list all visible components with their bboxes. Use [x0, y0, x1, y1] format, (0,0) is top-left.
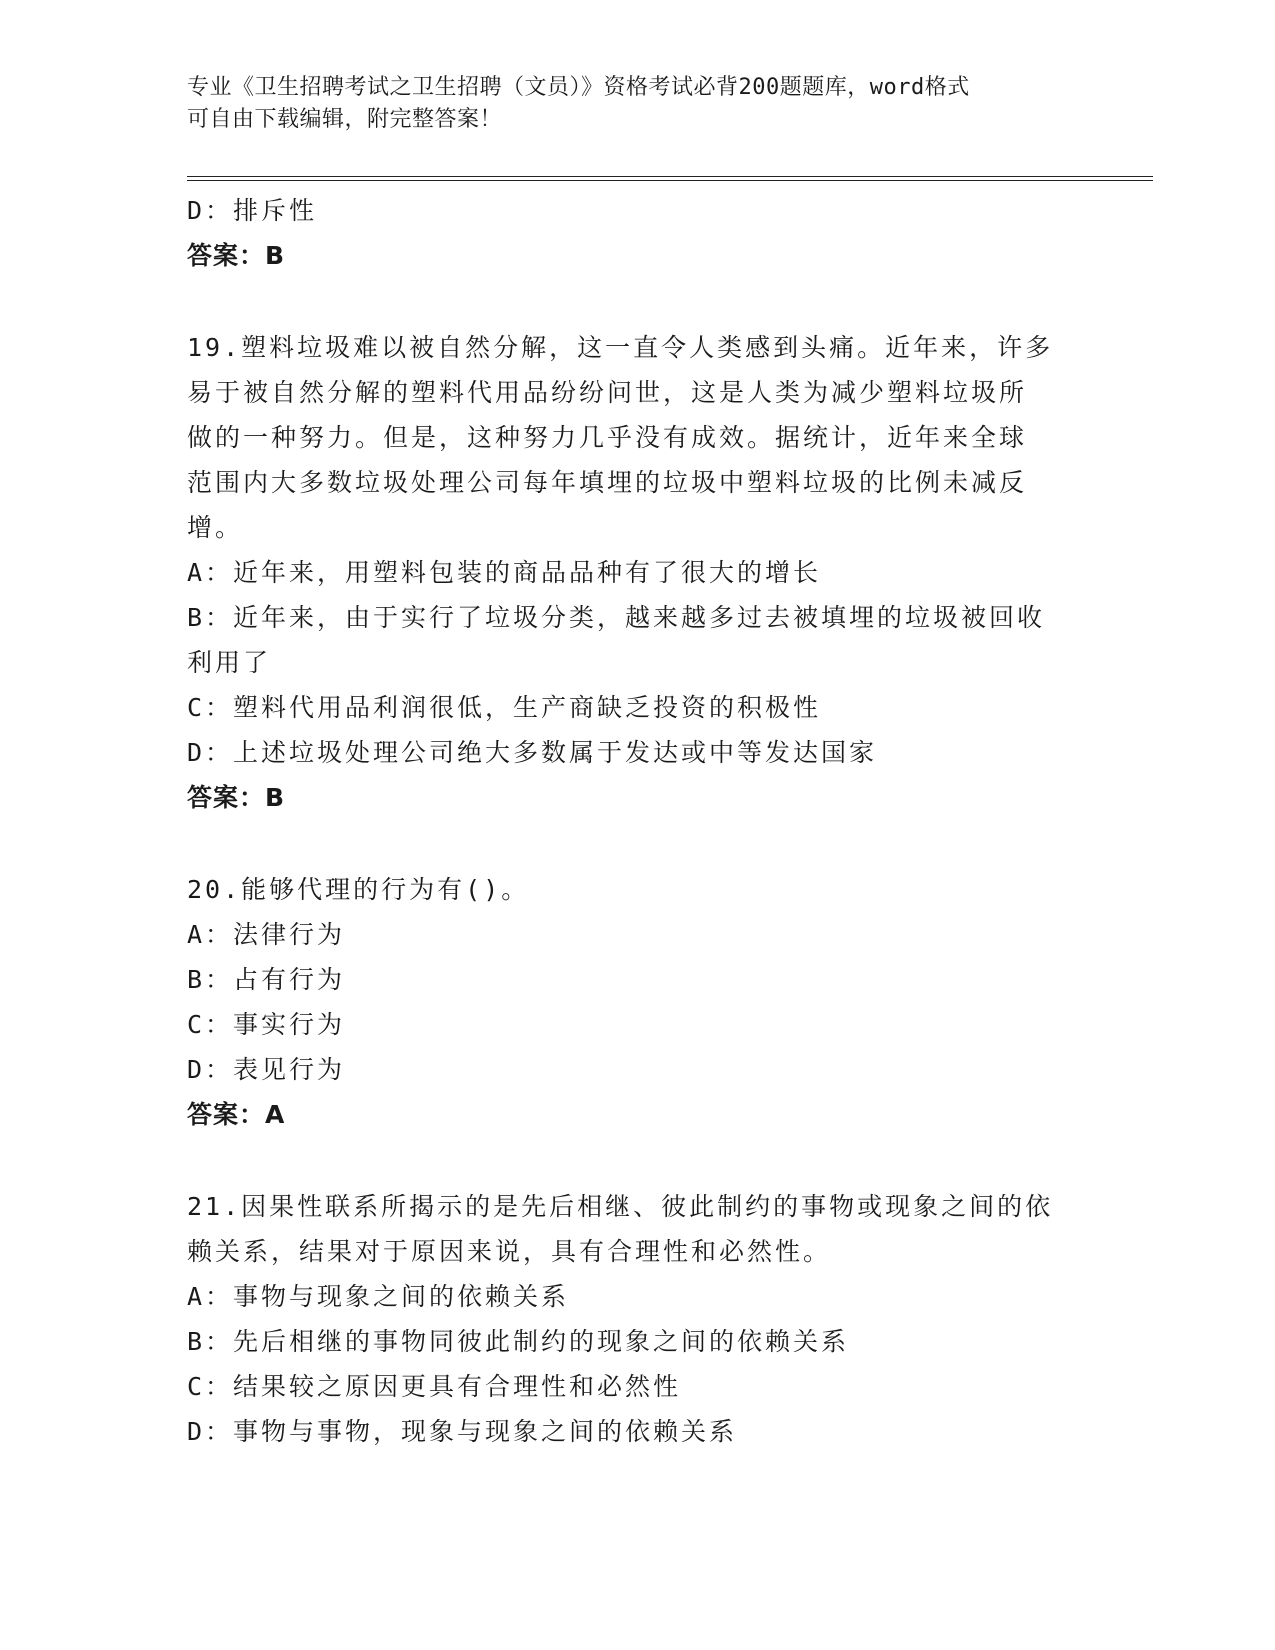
q19-option-a: A：近年来，用塑料包装的商品品种有了很大的增长 — [187, 558, 822, 587]
q20-option-d: D：表见行为 — [187, 1055, 346, 1084]
q21-stem-line-1: 21.因果性联系所揭示的是先后相继、彼此制约的事物或现象之间的依 — [187, 1192, 1054, 1221]
page-header — [187, 72, 1067, 136]
document-body — [187, 188, 1067, 1454]
q19-option-b-line-2: 利用了 — [187, 648, 272, 677]
q20-option-c: C：事实行为 — [187, 1010, 346, 1039]
spacer — [187, 820, 1067, 867]
question-20 — [187, 867, 1067, 1137]
spacer — [187, 1137, 1067, 1184]
q21-option-d: D：事物与事物，现象与现象之间的依赖关系 — [187, 1417, 738, 1446]
header-divider — [187, 176, 1153, 181]
prev-option-d: D：排斥性 — [187, 196, 318, 225]
q21-option-b: B：先后相继的事物同彼此制约的现象之间的依赖关系 — [187, 1327, 850, 1356]
q21-stem-line-2: 赖关系，结果对于原因来说，具有合理性和必然性。 — [187, 1237, 832, 1266]
header-title-line2: 可自由下载编辑，附完整答案！ — [187, 107, 503, 132]
q19-option-c: C：塑料代用品利润很低，生产商缺乏投资的积极性 — [187, 693, 822, 722]
q19-stem-line-3: 做的一种努力。但是，这种努力几乎没有成效。据统计，近年来全球 — [187, 423, 1028, 452]
q20-answer: 答案：A — [187, 1100, 286, 1129]
q19-stem-line-5: 增。 — [187, 513, 244, 542]
q19-stem-line-2: 易于被自然分解的塑料代用品纷纷问世，这是人类为减少塑料垃圾所 — [187, 378, 1028, 407]
header-title-line1: 专业《卫生招聘考试之卫生招聘（文员）》资格考试必背200题题库，word格式 — [187, 75, 970, 100]
question-21 — [187, 1184, 1067, 1454]
q19-stem-line-4: 范围内大多数垃圾处理公司每年填埋的垃圾中塑料垃圾的比例未减反 — [187, 468, 1028, 497]
q21-option-c: C：结果较之原因更具有合理性和必然性 — [187, 1372, 682, 1401]
q20-stem: 20.能够代理的行为有()。 — [187, 875, 530, 904]
q20-option-b: B：占有行为 — [187, 965, 346, 994]
q19-option-b-line-1: B：近年来，由于实行了垃圾分类，越来越多过去被填埋的垃圾被回收 — [187, 603, 1046, 632]
q19-stem-line-1: 19.塑料垃圾难以被自然分解，这一直令人类感到头痛。近年来，许多 — [187, 333, 1054, 362]
question-19 — [187, 325, 1067, 820]
q20-option-a: A：法律行为 — [187, 920, 346, 949]
q19-answer: 答案：B — [187, 783, 286, 812]
q21-option-a: A：事物与现象之间的依赖关系 — [187, 1282, 570, 1311]
prev-answer: 答案：B — [187, 241, 286, 270]
q19-option-d: D：上述垃圾处理公司绝大多数属于发达或中等发达国家 — [187, 738, 878, 767]
spacer — [187, 278, 1067, 325]
